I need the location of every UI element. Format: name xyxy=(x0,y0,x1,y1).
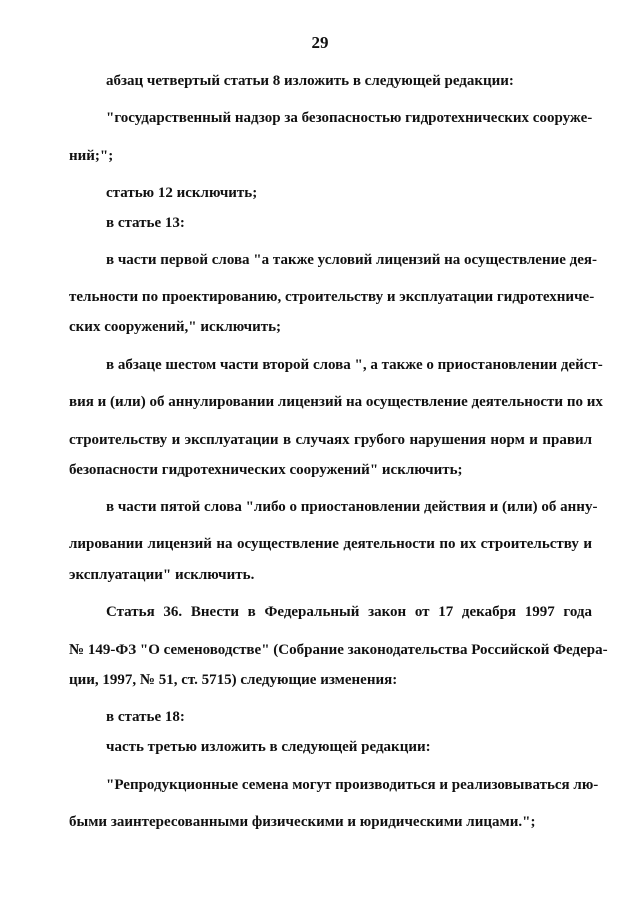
text-line: в статье 18: xyxy=(106,709,185,725)
text-line: в части пятой слова "либо о приостановлении действия и (или) об анну- xyxy=(106,499,598,515)
text-line: № 149-ФЗ "О семеноводстве" (Собрание законодательства Российской Федера- xyxy=(69,642,608,658)
article-heading-line xyxy=(106,603,592,621)
text-line: вия и (или) об аннулировании лицензий на осуществление деятельности по их xyxy=(69,394,603,410)
text-line: в части первой слова "а также условий лицензий на осуществление дея- xyxy=(106,252,598,268)
text-line: в абзаце шестом части второй слова ", а также о приостановлении дейст- xyxy=(106,357,603,373)
text-line: статью 12 исключить; xyxy=(106,185,258,201)
text-line: абзац четвертый статьи 8 изложить в следующей редакции: xyxy=(106,73,514,89)
text-line: тельности по проектированию, строительству и эксплуатации гидротехниче- xyxy=(69,289,595,305)
page-number: 29 xyxy=(311,33,329,52)
text-line: "Репродукционные семена могут производиться и реализовываться лю- xyxy=(106,777,599,793)
text-line: "государственный надзор за безопасностью гидротехнических сооруже- xyxy=(106,110,593,126)
text-line: в статье 13: xyxy=(106,215,185,231)
text-line: безопасности гидротехнических сооружений" исключить; xyxy=(69,462,463,478)
text-line: ских сооружений," исключить; xyxy=(69,319,282,335)
article-number: Статья 36. xyxy=(106,604,183,620)
text-line: ний;"; xyxy=(69,148,114,164)
text-line: лировании лицензий на осуществление деятельности по их строительству и xyxy=(69,536,592,552)
text-line: часть третью изложить в следующей редакции: xyxy=(106,739,431,755)
text-line: строительству и эксплуатации в случаях грубого нарушения норм и правил xyxy=(69,432,592,448)
text-line: быми заинтересованными физическими и юридическими лицами."; xyxy=(69,814,536,830)
text-line: ции, 1997, № 51, ст. 5715) следующие изменения: xyxy=(69,672,398,688)
text-line: эксплуатации" исключить. xyxy=(69,567,255,583)
article-text: Внести в Федеральный закон от 17 декабря 1997 года xyxy=(182,604,592,620)
